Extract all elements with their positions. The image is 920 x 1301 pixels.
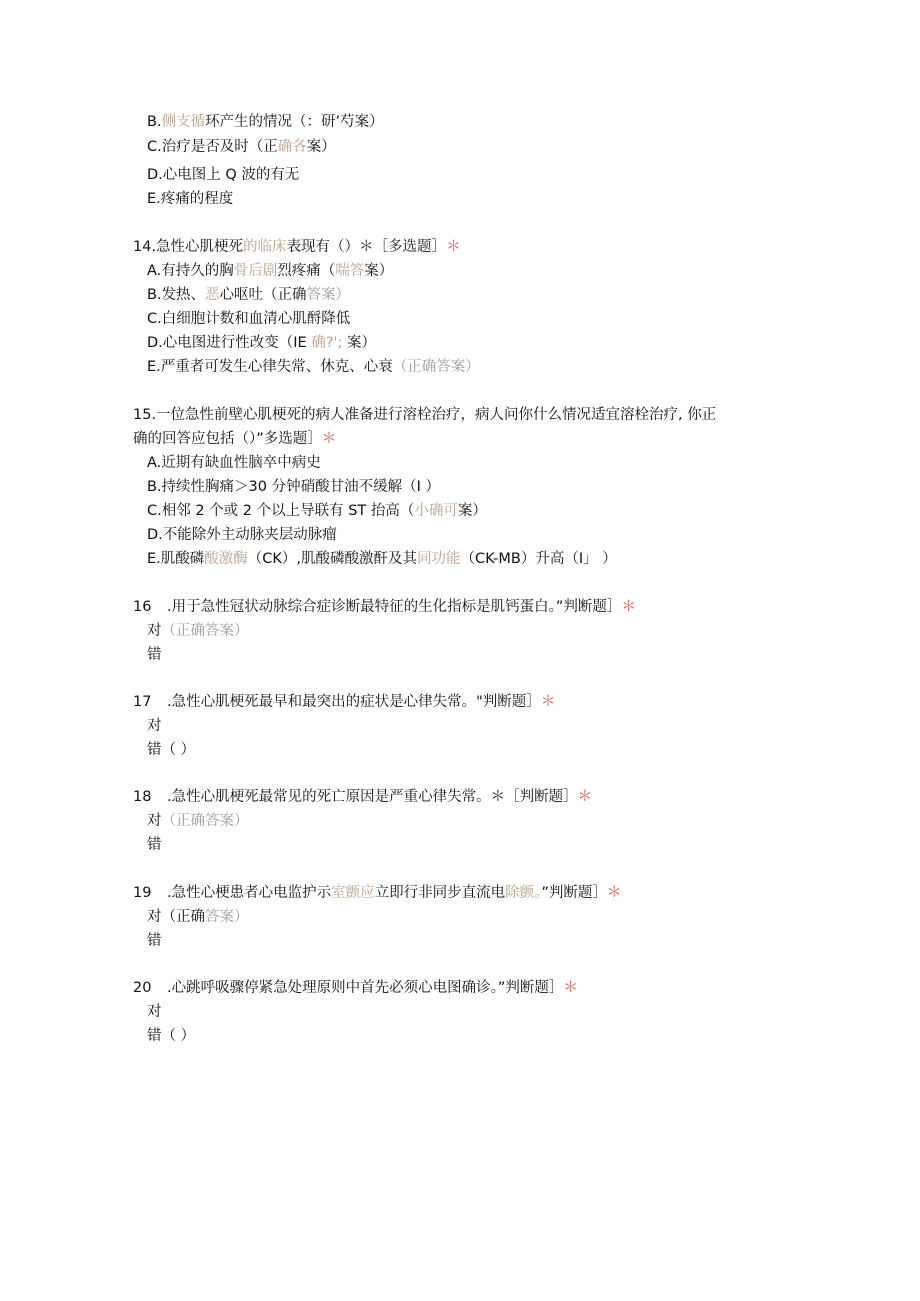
text-segment: 案）	[342, 335, 377, 351]
text-segment: C.白细胞计数和血清心肌酹降低	[147, 311, 351, 327]
answer-option	[147, 645, 162, 665]
question-text	[133, 978, 578, 998]
text-segment: .急性心梗患者心电监护示	[167, 885, 332, 901]
text-segment: B.	[147, 114, 162, 130]
text-segment: 15.一位急性前壁心肌梗死的病人准备进行溶栓治疗，病人问你什么情况适宜溶栓治疗, 你正	[133, 407, 717, 423]
text-segment: 同功能	[417, 551, 461, 567]
text-segment: E.肌酸磷	[147, 551, 205, 567]
text-segment: 环产生的情况（：研’芍案）	[205, 114, 384, 130]
question-text	[133, 787, 592, 807]
required-star: ＊	[621, 599, 636, 615]
text-segment: 答案）	[205, 909, 249, 925]
question-number: 18	[133, 789, 152, 805]
answer-option	[147, 1002, 162, 1022]
text-segment: 室颤应	[331, 885, 375, 901]
text-segment: 除颤。	[505, 885, 542, 901]
text-segment: 喘答	[335, 263, 365, 279]
text-segment: D.不能除外主动脉夹层动脉瘤	[147, 527, 337, 543]
text-segment: （正确答案）	[161, 623, 249, 639]
required-star: ＊	[446, 239, 461, 255]
answer-option	[147, 549, 617, 569]
text-segment: 确的回答应包括（）”多选题］	[133, 431, 322, 447]
answer-option	[147, 137, 336, 157]
text-segment: 恶	[205, 287, 220, 303]
answer-option	[147, 525, 337, 545]
text-segment: C.治疗是否及时（正	[147, 139, 278, 155]
answer-option	[147, 1026, 195, 1046]
text-segment: E.疼痛的程度	[147, 191, 234, 207]
text-segment: B.持续性胸痛＞30 分钟硝酸甘油不缓解（I ）	[147, 479, 441, 495]
answer-option	[147, 453, 321, 473]
text-segment: 表现有（）＊［多选题］	[286, 239, 447, 255]
answer-option	[147, 501, 487, 521]
question-text	[133, 429, 336, 449]
answer-option	[147, 189, 233, 209]
text-segment: 确各	[277, 139, 307, 155]
text-segment: 案）	[364, 263, 394, 279]
required-star: ＊	[606, 885, 622, 901]
text-segment: 对	[147, 813, 162, 829]
text-segment: 答案）	[306, 287, 351, 303]
question-text	[133, 883, 621, 903]
question-text	[133, 692, 555, 712]
text-segment: 案）	[457, 503, 487, 519]
answer-option	[147, 907, 249, 927]
answer-option	[147, 333, 376, 353]
question-number: 17	[133, 694, 152, 710]
text-segment: 侧支循	[161, 114, 206, 130]
question-number: 16	[133, 599, 152, 615]
text-segment: （CK）,肌酸磷酸激酐及其	[247, 551, 418, 567]
text-segment: 对	[147, 1004, 162, 1020]
answer-option	[147, 165, 299, 185]
text-segment: A.近期有缺血性脑卒中病史	[147, 455, 321, 471]
answer-option	[147, 716, 162, 736]
text-segment: .用于急性冠状动脉综合症诊断最特征的生化指标是肌钙蛋白。”判断题］	[167, 599, 622, 615]
required-star: ＊	[563, 980, 578, 996]
text-segment: 错	[147, 933, 162, 949]
text-segment: 对（正确	[147, 909, 205, 925]
answer-option	[147, 740, 195, 760]
question-text	[133, 237, 461, 257]
text-segment: C.相邻 2 个或 2 个以上导联有 ST 抬高（	[147, 503, 415, 519]
answer-option	[147, 112, 384, 132]
text-segment: 烈疼痛（	[277, 263, 336, 279]
text-segment: .急性心肌梗死最早和最突出的症状是心律失常。"判断题］	[167, 694, 541, 710]
answer-option	[147, 835, 162, 855]
text-segment: 错	[147, 837, 162, 853]
text-segment: 错	[147, 647, 162, 663]
text-segment: B.发热、	[147, 287, 206, 303]
answer-option	[147, 931, 162, 951]
answer-option	[147, 261, 393, 281]
question-number: 20	[133, 980, 152, 996]
text-segment: 对	[147, 623, 162, 639]
text-segment: 骨后剧	[233, 263, 278, 279]
answer-option	[147, 285, 350, 305]
text-segment: 案）	[306, 139, 336, 155]
text-segment: D.心电图进行性改变（IE	[147, 335, 312, 351]
text-segment: 对	[147, 718, 162, 734]
text-segment: 小确可	[414, 503, 458, 519]
text-segment: 确?';	[311, 335, 343, 351]
answer-option	[147, 621, 249, 641]
text-segment: 错（ ）	[147, 742, 196, 758]
text-segment: D.心电图上 Q 波的有无	[147, 167, 300, 183]
answer-option	[147, 309, 350, 329]
text-segment: 的临床	[243, 239, 287, 255]
text-segment: 心呕吐（正确	[219, 287, 307, 303]
text-segment: A.有持久的胸	[147, 263, 234, 279]
question-number: 19	[133, 885, 152, 901]
answer-option	[147, 811, 249, 831]
text-segment: ”判断题］	[541, 885, 607, 901]
required-star: ＊	[321, 431, 337, 447]
text-segment: 14.急性心肌梗死	[133, 239, 244, 255]
text-segment: 错（ ）	[147, 1028, 196, 1044]
text-segment: 立即行非同步直流电	[374, 885, 506, 901]
answer-option	[147, 477, 440, 497]
text-segment: .心跳呼吸骤停紧急处理原则中首先必须心电图确诊。”判断题］	[167, 980, 564, 996]
required-star: ＊	[540, 694, 556, 710]
text-segment: E.严重者可发生心律失常、休克、心衰	[147, 359, 393, 375]
text-segment: （CK-MB）升高（I」 ）	[460, 551, 617, 567]
text-segment: （正确答案）	[392, 359, 480, 375]
answer-option	[147, 357, 480, 377]
text-segment: （正确答案）	[161, 813, 249, 829]
question-text	[133, 405, 716, 425]
question-text	[133, 597, 636, 617]
text-segment: .急性心肌梗死最常见的死亡原因是严重心律失常。＊［判断题］	[167, 789, 578, 805]
text-segment: 酸激酶	[204, 551, 248, 567]
required-star: ＊	[577, 789, 593, 805]
